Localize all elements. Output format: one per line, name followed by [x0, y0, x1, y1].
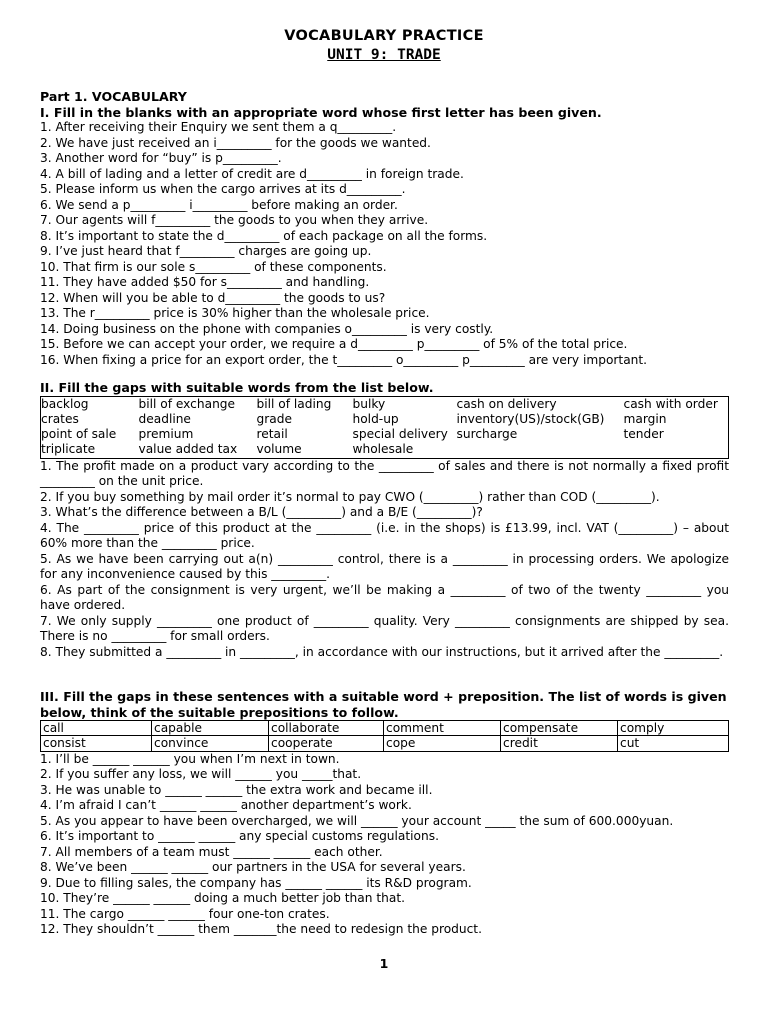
exercise-item: 4. I’m afraid I can’t ______ ______ another department’s work. — [40, 798, 412, 813]
exercise-item: 2. We have just received an i_________ for the goods we wanted. — [40, 135, 431, 150]
exercise-item: 2. If you suffer any loss, we will ______ you _____that. — [40, 767, 362, 782]
table-row — [41, 736, 729, 751]
exercise-item: 3. He was unable to ______ ______ the extra work and became ill. — [40, 782, 433, 797]
exercise-item: 7. Our agents will f_________ the goods to you when they arrive. — [40, 213, 429, 227]
word-cell — [457, 442, 624, 458]
exercise-item: 8. They submitted a _________ in _________, in accordance with our instructions, but it arrived after the _________. — [40, 644, 724, 659]
exercise-item: 15. Before we can accept your order, we require a d_________ p_________ of 5% of the total price. — [40, 337, 628, 351]
word-cell: bulky — [352, 396, 386, 411]
exercise-item: 9. Due to filling sales, the company has ______ ______ its R&D program. — [40, 875, 472, 890]
word-cell: bill of exchange — [138, 396, 236, 411]
word-cell: comply — [618, 721, 729, 736]
exercise-item: 14. Doing business on the phone with companies o_________ is very costly. — [40, 321, 494, 336]
document-title: VOCABULARY PRACTICE — [284, 28, 484, 44]
word-cell: cope — [384, 736, 501, 751]
word-cell: backlog — [41, 396, 89, 411]
section-fill-gaps — [40, 380, 729, 660]
exercise-item: 3. Another word for “buy” is p_________. — [40, 151, 282, 165]
word-cell: call — [41, 721, 152, 736]
word-cell: comment — [384, 721, 501, 736]
word-cell: grade — [256, 411, 292, 426]
word-cell: capable — [152, 721, 269, 736]
word-cell: triplicate — [41, 442, 96, 457]
exercise-item: 10. That firm is our sole s_________ of these components. — [40, 259, 387, 274]
exercise-item: 11. The cargo ______ ______ four one-ton crates. — [40, 906, 330, 921]
word-cell: point of sale — [41, 427, 117, 442]
word-cell: hold-up — [352, 411, 399, 426]
word-list-table — [40, 396, 729, 459]
word-cell: cash with order — [623, 396, 718, 411]
word-cell: cooperate — [269, 736, 384, 751]
section-3-heading: III. Fill the gaps in these sentences with a suitable word + preposition. The list of words is given below, think of the suitable prepositions to follow. — [40, 689, 727, 720]
exercise-item: 16. When fixing a price for an export order, the t_________ o_________ p_________ are very important. — [40, 352, 648, 367]
table-row — [41, 427, 729, 442]
exercise-item: 6. We send a p_________ i_________ before making an order. — [40, 197, 398, 212]
word-cell: cut — [618, 736, 729, 751]
section-word-preposition — [40, 689, 729, 938]
exercise-item: 4. A bill of lading and a letter of credit are d_________ in foreign trade. — [40, 166, 464, 181]
word-cell: value added tax — [138, 442, 238, 457]
word-cell: volume — [256, 442, 302, 457]
exercise-item: 5. As you appear to have been overcharged, we will ______ your account _____ the sum of 600.000yuan. — [40, 813, 674, 828]
exercise-item: 10. They’re ______ ______ doing a much better job than that. — [40, 891, 405, 906]
word-cell: surcharge — [456, 427, 518, 442]
word-cell: tender — [623, 427, 664, 442]
exercise-item: 12. They shouldn’t ______ them _______the need to redesign the product. — [40, 922, 482, 937]
table-row — [41, 396, 729, 412]
exercise-item: 1. The profit made on a product vary according to the _________ of sales and there is not normally a fixed profit _________ on the unit price. — [40, 458, 729, 489]
word-cell: deadline — [138, 411, 191, 426]
exercise-item: 9. I’ve just heard that f_________ charges are going up. — [40, 244, 372, 258]
exercise-item: 3. What’s the difference between a B/L (_________) and a B/E (_________)? — [40, 505, 483, 520]
word-cell — [624, 442, 729, 458]
exercise-item: 7. All members of a team must ______ ______ each other. — [40, 844, 383, 859]
word-cell: cash on delivery — [456, 396, 557, 411]
word-preposition-table — [40, 720, 729, 752]
exercise-item: 5. As we have been carrying out a(n) _________ control, there is a _________ in processing orders. We apologize for any inconvenience caused by this _________. — [40, 551, 729, 582]
word-cell: special delivery — [352, 427, 448, 442]
section-2-heading: II. Fill the gaps with suitable words from the list below. — [40, 380, 434, 395]
word-cell: compensate — [501, 721, 618, 736]
part-label: Part 1. VOCABULARY — [40, 89, 187, 104]
word-cell: margin — [623, 411, 667, 426]
word-cell: retail — [256, 427, 288, 442]
exercise-item: 5. Please inform us when the cargo arrives at its d_________. — [40, 182, 406, 196]
table-row — [41, 442, 729, 458]
unit-title: UNIT 9: TRADE — [327, 47, 441, 63]
table-row — [41, 721, 729, 736]
page-number: 1 — [379, 956, 389, 971]
exercise-item: 1. After receiving their Enquiry we sent them a q_________. — [40, 120, 397, 134]
exercise-item: 1. I’ll be ______ ______ you when I’m next in town. — [40, 751, 340, 766]
word-cell: collaborate — [269, 721, 384, 736]
exercise-item: 6. As part of the consignment is very urgent, we’ll be making a _________ of two of the twenty _________ you have ordered. — [40, 582, 729, 613]
section-1-heading: I. Fill in the blanks with an appropriate word whose first letter has been given. — [40, 104, 602, 120]
exercise-item: 8. We’ve been ______ ______ our partners in the USA for several years. — [40, 860, 466, 875]
exercise-item: 13. The r_________ price is 30% higher than the wholesale price. — [40, 306, 430, 320]
word-cell: crates — [41, 411, 79, 426]
table-row — [41, 412, 729, 427]
exercise-item: 8. It’s important to state the d_________ of each package on all the forms. — [40, 228, 488, 243]
exercise-item: 6. It’s important to ______ ______ any special customs regulations. — [40, 829, 439, 844]
section-vocabulary — [40, 89, 729, 368]
word-cell: bill of lading — [256, 396, 332, 411]
exercise-item: 11. They have added $50 for s_________ and handling. — [40, 275, 370, 289]
exercise-item: 12. When will you be able to d_________ the goods to us? — [40, 290, 386, 305]
exercise-item: 4. The _________ price of this product at the _________ (i.e. in the shops) is £13.99, incl. VAT (_________) – about 60% more than the _________ price. — [40, 520, 729, 551]
word-cell: credit — [501, 736, 618, 751]
exercise-item: 7. We only supply _________ one product of _________ quality. Very _________ consignments are shipped by sea. There is no _________ for small orders. — [40, 613, 729, 644]
word-cell: premium — [138, 427, 194, 442]
word-cell: wholesale — [352, 442, 414, 457]
word-cell: consist — [41, 736, 152, 751]
word-cell: inventory(US)/stock(GB) — [456, 411, 605, 426]
exercise-item: 2. If you buy something by mail order it’s normal to pay CWO (_________) rather than COD (_________). — [40, 489, 660, 504]
word-cell: convince — [152, 736, 269, 751]
